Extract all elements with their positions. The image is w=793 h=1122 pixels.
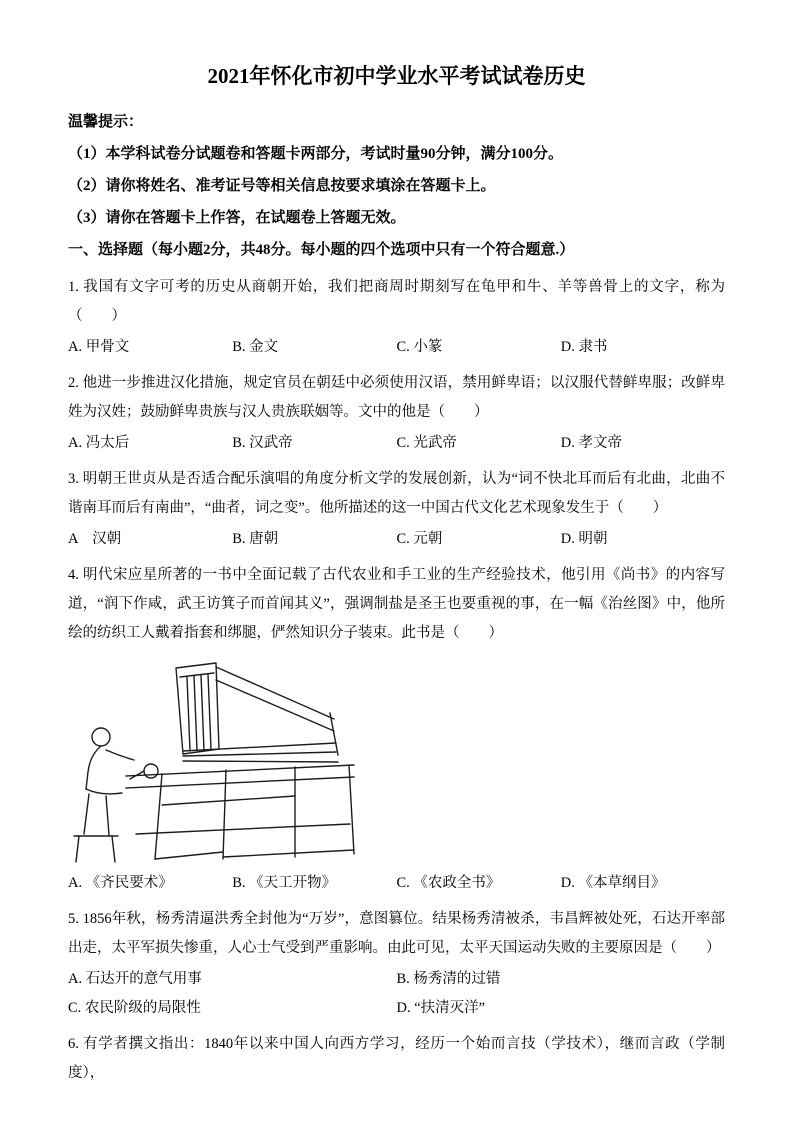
question-2-option-d: D. 孝文帝 (560, 435, 622, 451)
question-4 (68, 561, 725, 898)
loom-woodcut-figure (64, 653, 366, 867)
question-4-option-d: D. 《本草纲目》 (560, 875, 666, 891)
notice-item-1: （1）本学科试卷分试题卷和答题卡两部分，考试时量90分钟，满分100分。 (68, 146, 564, 162)
section-heading: 一、选择题（每小题2分，共48分。每小题的四个选项中只有一个符合题意.） (68, 242, 575, 258)
question-5-option-d: D. “扶清灭洋” (396, 1000, 486, 1016)
question-4-stem: 4. 明代宋应星所著的一书中全面记载了古代农业和手工业的生产经验技术，他引用《尚书》的内容写道，“润下作咸，武王访箕子而首闻其义”，强调制盐是圣王也要重视的事，在一幅《治丝图》中，他所绘的纺织工人戴着指套和绑腿，俨然知识分子装束。此书是（ ） (68, 567, 725, 641)
question-5 (68, 905, 725, 1023)
loom-illustration-svg (64, 653, 366, 867)
question-1-stem: 1. 我国有文字可考的历史从商朝开始，我们把商周时期刻写在龟甲和牛、羊等兽骨上的文字，称为（ ） (68, 279, 725, 324)
question-5-options (68, 965, 725, 1023)
question-5-option-c: C. 农民阶级的局限性 (68, 1000, 201, 1016)
page-title: 2021年怀化市初中学业水平考试试卷历史 (207, 64, 586, 88)
question-1-option-c: C. 小篆 (396, 339, 443, 355)
question-4-option-a: A. 《齐民要术》 (68, 875, 173, 891)
question-1-option-b: B. 金文 (232, 339, 279, 355)
notice-heading: 温馨提示： (68, 114, 144, 130)
question-1-option-a: A. 甲骨文 (68, 339, 130, 355)
question-2-option-a: A. 冯太后 (68, 435, 130, 451)
question-6 (68, 1030, 725, 1088)
question-5-option-b: B. 杨秀清的过错 (396, 971, 501, 987)
question-3-option-c: C. 元朝 (396, 531, 443, 547)
notice-item-2: （2）请你将姓名、准考证号等相关信息按要求填涂在答题卡上。 (68, 178, 496, 194)
question-3-options (68, 525, 725, 554)
notice-block (68, 106, 725, 234)
question-2-option-b: B. 汉武帝 (232, 435, 293, 451)
question-4-options (68, 869, 725, 898)
question-4-option-b: B. 《天工开物》 (232, 875, 337, 891)
question-3-option-b: B. 唐朝 (232, 531, 279, 547)
question-3-option-d: D. 明朝 (560, 531, 608, 547)
question-5-stem: 5. 1856年秋，杨秀清逼洪秀全封他为“万岁”，意图篡位。结果杨秀清被杀，韦昌辉被处死，石达开率部出走，太平军损失惨重，人心士气受到严重影响。由此可见，太平天国运动失败的主要原因是（ ） (68, 911, 725, 956)
question-2-option-c: C. 光武帝 (396, 435, 457, 451)
question-1 (68, 273, 725, 362)
question-3-stem: 3. 明朝王世贞从是否适合配乐演唱的角度分析文学的发展创新，认为“词不快北耳而后有北曲，北曲不谐南耳而后有南曲”，“曲者，词之变”。他所描述的这一中国古代文化艺术现象发生于（ ） (68, 471, 725, 516)
question-1-options (68, 333, 725, 362)
question-2-options (68, 429, 725, 458)
question-2 (68, 369, 725, 458)
question-2-stem: 2. 他进一步推进汉化措施，规定官员在朝廷中必须使用汉语，禁用鲜卑语；以汉服代替鲜卑服；改鲜卑姓为汉姓；鼓励鲜卑贵族与汉人贵族联姻等。文中的他是（ ） (68, 375, 725, 420)
question-3 (68, 465, 725, 554)
notice-item-3: （3）请你在答题卡上作答，在试题卷上答题无效。 (68, 210, 406, 226)
question-5-option-a: A. 石达开的意气用事 (68, 971, 202, 987)
question-1-option-d: D. 隶书 (560, 339, 608, 355)
question-3-option-a: A 汉朝 (68, 531, 122, 547)
question-4-option-c: C. 《农政全书》 (396, 875, 501, 891)
question-6-stem: 6. 有学者撰文指出：1840年以来中国人向西方学习，经历一个始而言技（学技术），继而言政（学制度）， (68, 1036, 725, 1081)
